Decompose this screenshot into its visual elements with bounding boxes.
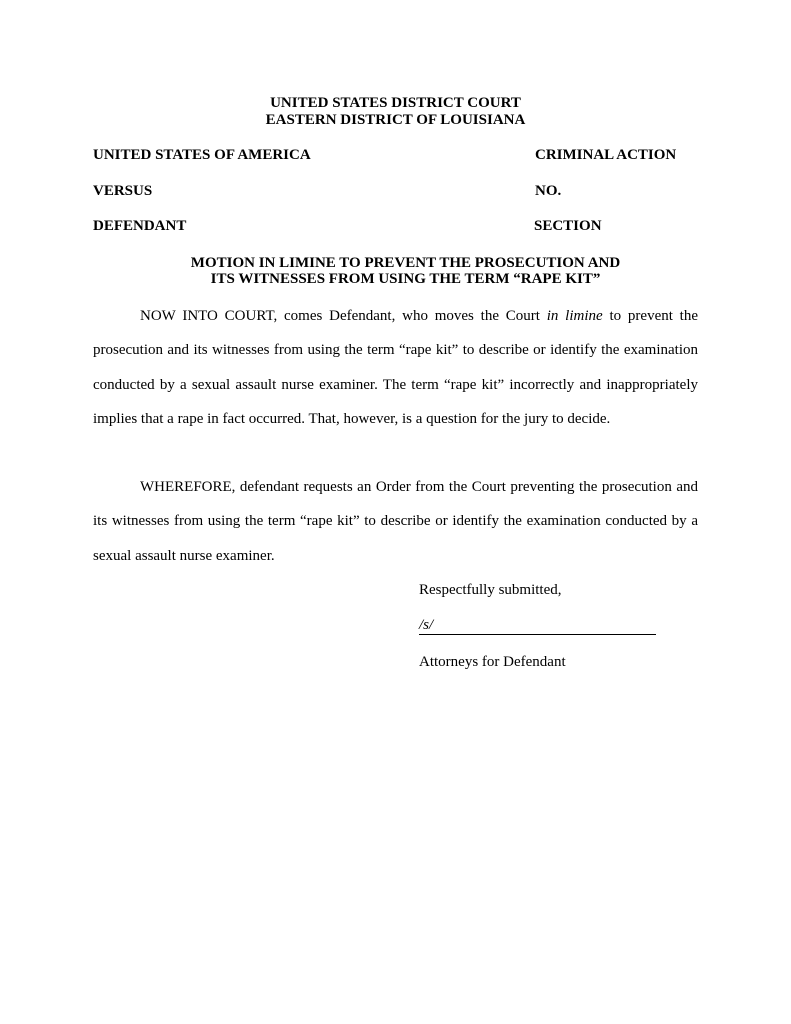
motion-title-line-1: MOTION IN LIMINE TO PREVENT THE PROSECUTION AND (190, 255, 621, 271)
signature-line: /s/ (419, 617, 656, 635)
signature-closing: Respectfully submitted, (419, 582, 562, 598)
caption-defendant: DEFENDANT (93, 218, 187, 234)
court-district: EASTERN DISTRICT OF LOUISIANA (265, 112, 526, 128)
caption-versus: VERSUS (93, 183, 153, 199)
para1-italic-phrase: in limine (546, 308, 603, 324)
court-header (0, 95, 791, 129)
court-name: UNITED STATES DISTRICT COURT (270, 95, 521, 111)
caption-section: SECTION (534, 218, 602, 234)
caption-plaintiff: UNITED STATES OF AMERICA (93, 147, 311, 163)
para1-text-end: to prevent the prosecution and its witnesses from using the term “rape kit” to describe or identify the examination conducted by a sexual assault nurse examiner. The term “rape kit” incorrectly and inappropriately implies that a rape in fact occurred. That, however, is a question for the jury to decide. (93, 308, 698, 427)
body-paragraph-1 (93, 299, 698, 436)
motion-title-line-2: ITS WITNESSES FROM USING THE TERM “RAPE KIT” (210, 271, 601, 287)
signature-attorneys: Attorneys for Defendant (419, 654, 566, 670)
caption-action: CRIMINAL ACTION (535, 147, 677, 163)
motion-title (0, 255, 791, 287)
body-paragraph-2: WHEREFORE, defendant requests an Order from the Court preventing the prosecution and its witnesses from using the term “rape kit” to describe or identify the examination conducted by a sexual assault nurse examiner. (93, 479, 698, 564)
para1-text-start: NOW INTO COURT, comes Defendant, who moves the Court (140, 308, 547, 324)
caption-number: NO. (535, 183, 562, 199)
